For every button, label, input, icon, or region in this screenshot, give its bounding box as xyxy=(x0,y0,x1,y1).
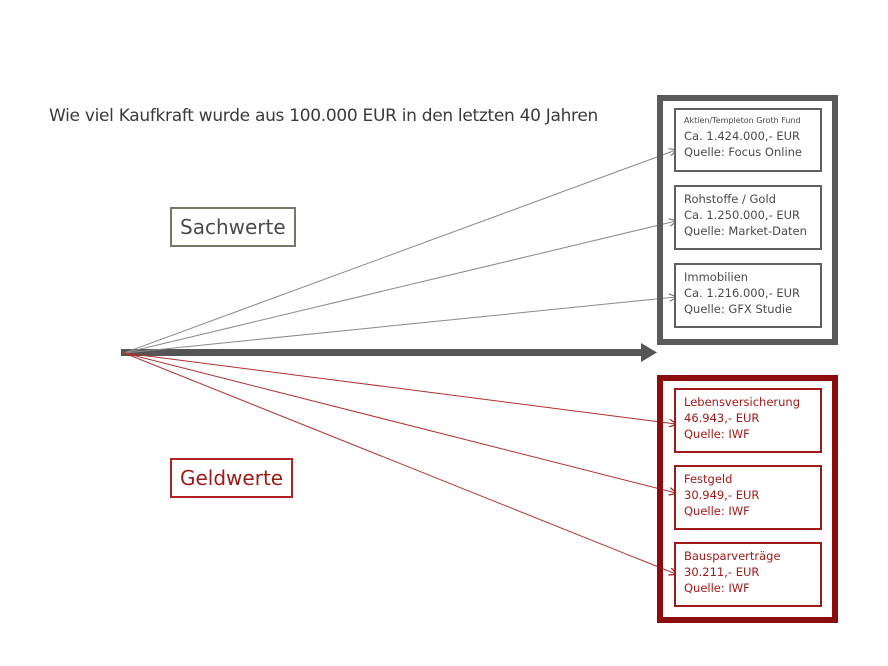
card-immobilien xyxy=(674,263,822,328)
card-immobilien-source: Quelle: GFX Studie xyxy=(684,302,793,316)
card-immobilien-value: Ca. 1.216.000,- EUR xyxy=(684,286,801,300)
geldwerte-label: Geldwerte xyxy=(170,458,293,498)
card-bauspar-source: Quelle: IWF xyxy=(684,581,750,595)
card-aktien-name: Aktien/Templeton Groth Fund xyxy=(684,116,801,125)
card-lebensversicherung-name: Lebensversicherung xyxy=(684,395,801,409)
card-lebensversicherung-source: Quelle: IWF xyxy=(684,427,750,441)
card-aktien-value: Ca. 1.424.000,- EUR xyxy=(684,129,801,143)
card-gold xyxy=(674,185,822,250)
card-bauspar xyxy=(674,542,822,607)
card-aktien xyxy=(674,108,822,172)
card-bauspar-value: 30.211,- EUR xyxy=(684,565,760,579)
card-festgeld-source: Quelle: IWF xyxy=(684,504,750,518)
card-gold-name: Rohstoffe / Gold xyxy=(684,192,776,206)
connector-arrow-aktien xyxy=(124,150,676,353)
card-lebensversicherung-value: 46.943,- EUR xyxy=(684,411,760,425)
sachwerte-label: Sachwerte xyxy=(170,207,296,247)
diagram-title: Wie viel Kaufkraft wurde aus 100.000 EUR in den letzten 40 Jahren xyxy=(49,106,598,126)
card-immobilien-name: Immobilien xyxy=(684,270,749,284)
card-gold-value: Ca. 1.250.000,- EUR xyxy=(684,208,801,222)
main-timeline-arrow-head xyxy=(641,343,657,362)
card-lebensversicherung xyxy=(674,388,822,453)
card-festgeld-name: Festgeld xyxy=(684,472,733,486)
connector-arrow-immobilien xyxy=(124,297,676,353)
connector-arrow-lebensversicherung xyxy=(124,353,676,424)
card-gold-source: Quelle: Market-Daten xyxy=(684,224,807,238)
card-festgeld xyxy=(674,465,822,530)
card-festgeld-value: 30.949,- EUR xyxy=(684,488,760,502)
card-aktien-source: Quelle: Focus Online xyxy=(684,145,803,159)
main-timeline-arrow-shaft xyxy=(121,349,643,356)
card-bauspar-name: Bausparverträge xyxy=(684,549,781,563)
